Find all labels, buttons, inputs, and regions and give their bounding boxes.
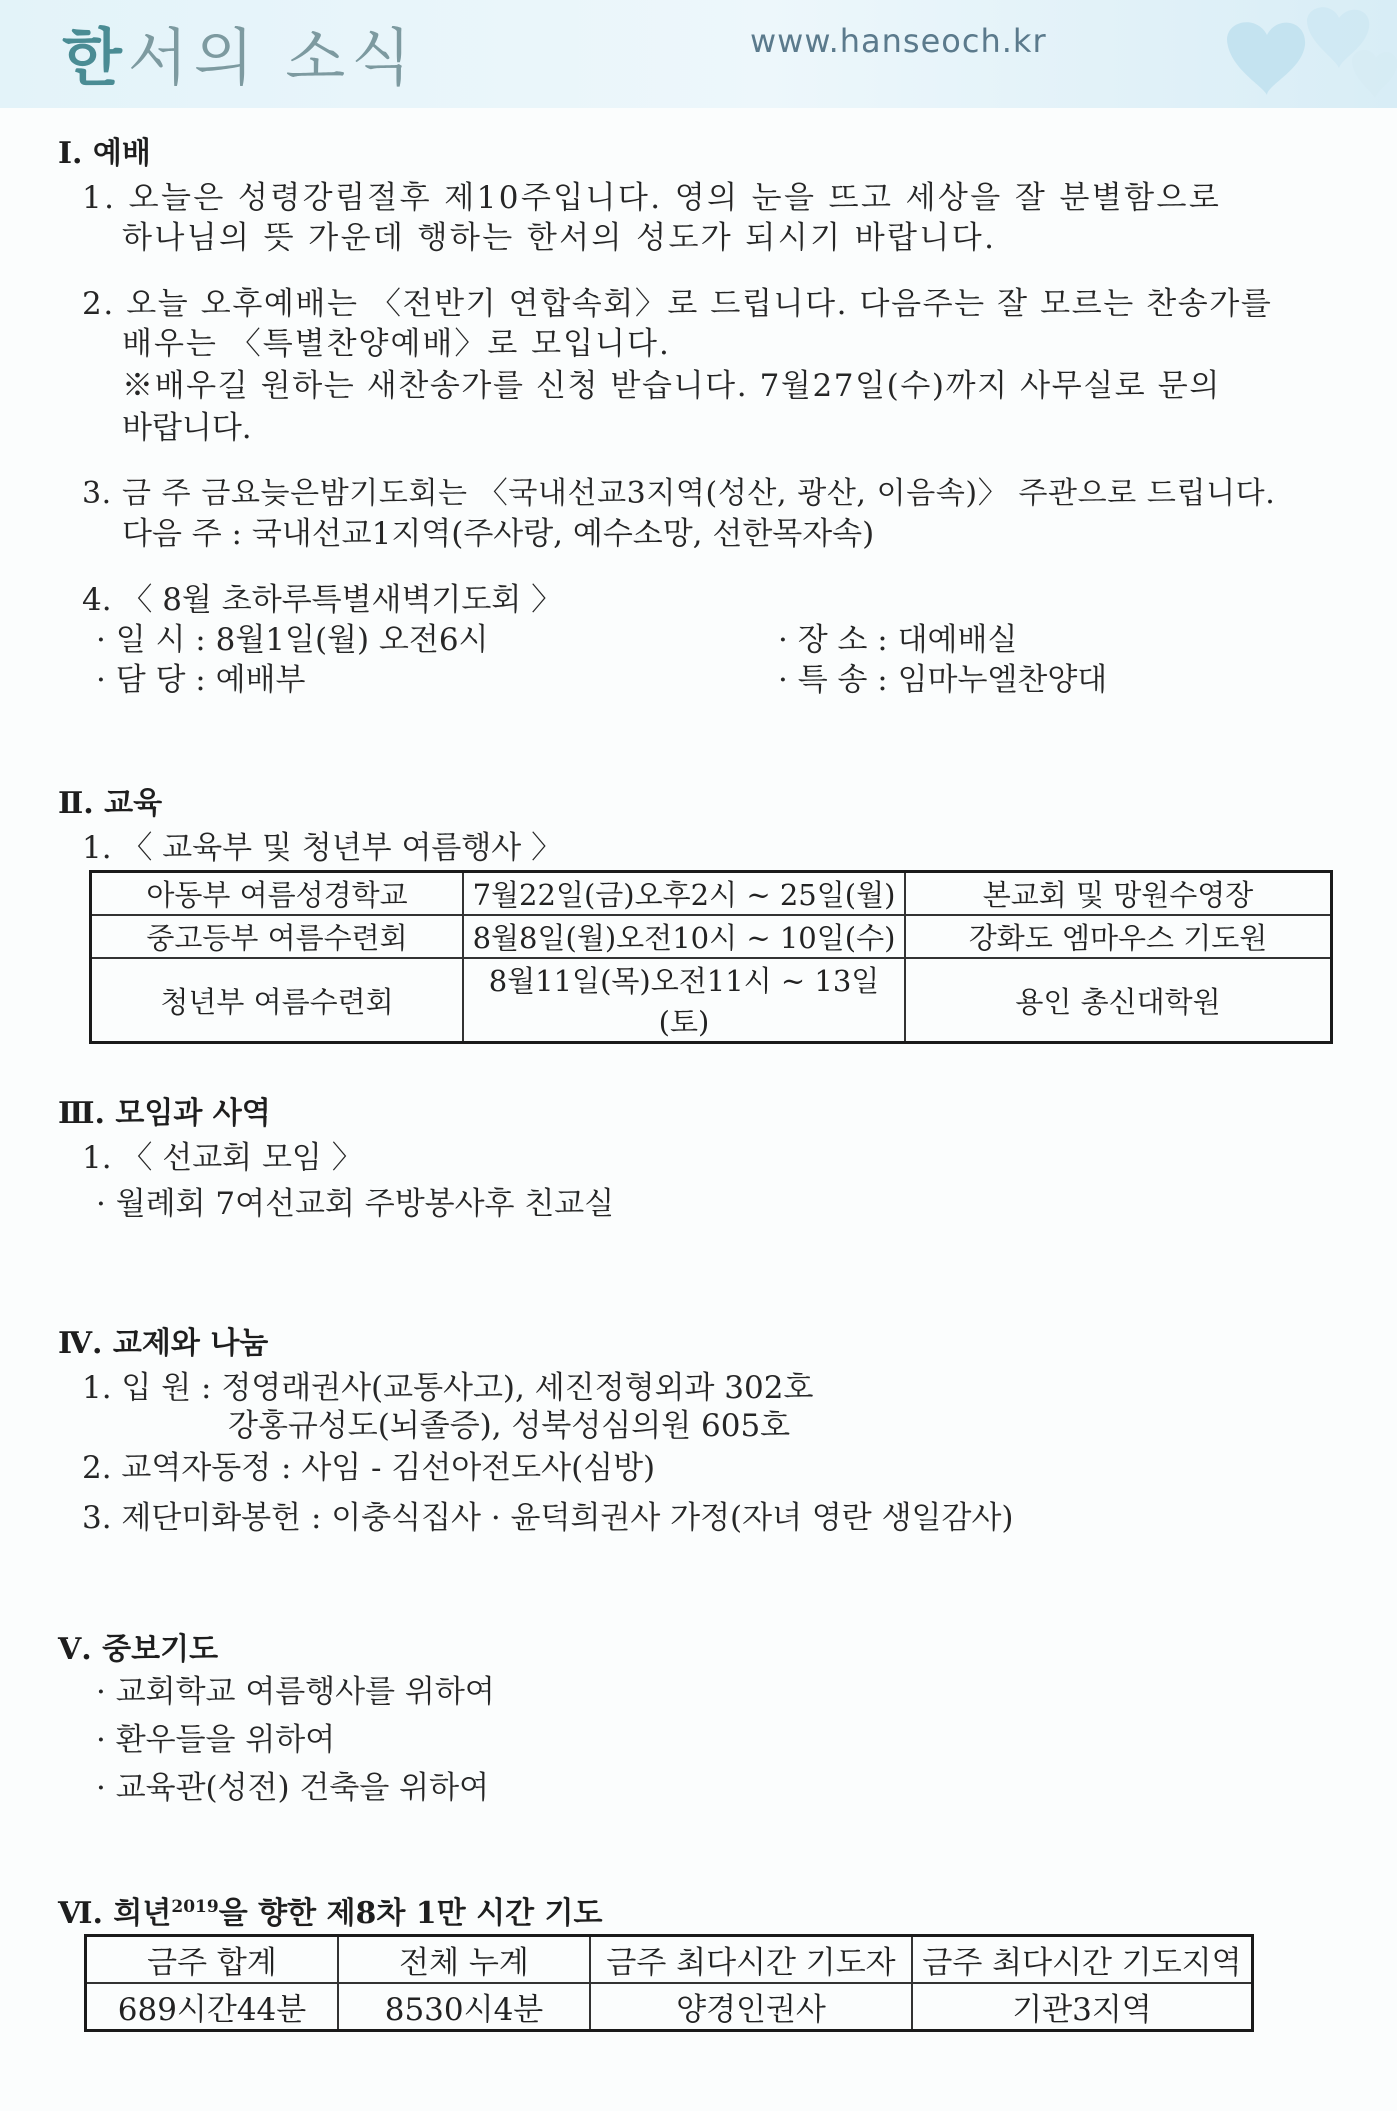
table-row — [86, 1983, 1253, 2031]
table-header-cell: 금주 최다시간 기도지역 — [912, 1936, 1253, 1984]
section-prayer-title: Ⅵ. 희년$^{2019}$을 향한 제8차 1만 시간 기도 — [58, 1896, 603, 1931]
worship-item-2-line-4: 바랍니다. — [122, 410, 252, 446]
section-intercession-title: Ⅴ. 중보기도 — [58, 1632, 219, 1667]
website-url[interactable]: www.hanseoch.kr — [750, 22, 1047, 60]
fellowship-item-1-line-1: 1. 입 원 : 정영래권사(교통사고), 세진정형외과 302호 — [82, 1370, 814, 1406]
fellowship-item-2: 2. 교역자동정 : 사임 - 김선아전도사(심방) — [82, 1450, 656, 1486]
intercession-item: · 환우들을 위하여 — [96, 1722, 336, 1758]
worship-item-4-line-1: 4. 〈 8월 초하루특별새벽기도회 〉 — [82, 582, 563, 618]
table-cell: 기관3지역 — [912, 1983, 1253, 2031]
table-cell: 본교회 및 망원수영장 — [905, 872, 1332, 916]
table-header-cell: 전체 누계 — [338, 1936, 590, 1984]
education-item-1: 1. 〈 교육부 및 청년부 여름행사 〉 — [82, 830, 563, 866]
section-worship-title: Ⅰ. 예배 — [58, 136, 151, 171]
section-meetings-title: Ⅲ. 모임과 사역 — [58, 1096, 271, 1131]
table-cell: 8월8일(월)오전10시 ~ 10일(수) — [463, 915, 905, 958]
dawn-prayer-lead: · 담 당 : 예배부 — [96, 662, 306, 698]
table-header-cell: 금주 최다시간 기도자 — [590, 1936, 912, 1984]
worship-item-2-line-3: ※배우길 원하는 새찬송가를 신청 받습니다. 7월27일(수)까지 사무실로 문의 — [122, 368, 1221, 404]
table-row — [91, 872, 1332, 916]
table-cell: 청년부 여름수련회 — [91, 958, 464, 1043]
table-cell: 강화도 엠마우스 기도원 — [905, 915, 1332, 958]
worship-item-3-line-2: 다음 주 : 국내선교1지역(주사랑, 예수소망, 선한목자속) — [122, 516, 875, 552]
header-banner — [0, 0, 1397, 108]
table-cell: 689시간44분 — [86, 1983, 339, 2031]
table-cell: 7월22일(금)오후2시 ~ 25일(월) — [463, 872, 905, 916]
fellowship-item-3: 3. 제단미화봉헌 : 이충식집사 · 윤덕희권사 가정(자녀 영란 생일감사) — [82, 1500, 1014, 1536]
table-row — [91, 915, 1332, 958]
section-education-title: Ⅱ. 교육 — [58, 786, 163, 821]
meetings-item-1-detail: · 월례회 7여선교회 주방봉사후 친교실 — [96, 1186, 615, 1222]
table-cell: 양경인권사 — [590, 1983, 912, 2031]
worship-item-2-line-2: 배우는 〈특별찬양예배〉로 모입니다. — [122, 326, 671, 362]
dawn-prayer-song: · 특 송 : 임마누엘찬양대 — [778, 662, 1108, 698]
table-cell: 아동부 여름성경학교 — [91, 872, 464, 916]
dawn-prayer-time: · 일 시 : 8월1일(월) 오전6시 — [96, 622, 489, 658]
table-row — [91, 958, 1332, 1043]
worship-item-2-line-1: 2. 오늘 오후예배는 〈전반기 연합속회〉로 드립니다. 다음주는 잘 모르는 찬송가를 — [82, 286, 1273, 322]
intercession-item: · 교육관(성전) 건축을 위하여 — [96, 1770, 490, 1806]
hearts-decoration-icon — [1157, 0, 1397, 108]
summer-events-table — [89, 870, 1333, 1044]
page-title: 한서의 소식 — [62, 21, 418, 94]
table-header-cell: 금주 합계 — [86, 1936, 339, 1984]
section-fellowship-title: Ⅳ. 교제와 나눔 — [58, 1326, 269, 1361]
table-cell: 8530시4분 — [338, 1983, 590, 2031]
dawn-prayer-place: · 장 소 : 대예배실 — [778, 622, 1018, 658]
worship-item-1-line-2: 하나님의 뜻 가운데 행하는 한서의 성도가 되시기 바랍니다. — [122, 220, 997, 256]
table-header-row — [86, 1936, 1253, 1984]
table-cell: 중고등부 여름수련회 — [91, 915, 464, 958]
worship-item-1-line-1: 1. 오늘은 성령강림절후 제10주입니다. 영의 눈을 뜨고 세상을 잘 분별함으로 — [82, 180, 1222, 216]
prayer-hours-table — [84, 1934, 1254, 2032]
table-cell: 용인 총신대학원 — [905, 958, 1332, 1043]
intercession-item: · 교회학교 여름행사를 위하여 — [96, 1674, 495, 1710]
worship-item-3-line-1: 3. 금 주 금요늦은밤기도회는 〈국내선교3지역(성산, 광산, 이음속)〉 주관으로 드립니다. — [82, 476, 1276, 511]
table-cell: 8월11일(목)오전11시 ~ 13일(토) — [463, 958, 905, 1043]
fellowship-item-1-line-2: 강홍규성도(뇌졸증), 성북성심의원 605호 — [228, 1408, 791, 1444]
meetings-item-1: 1. 〈 선교회 모임 〉 — [82, 1140, 363, 1176]
